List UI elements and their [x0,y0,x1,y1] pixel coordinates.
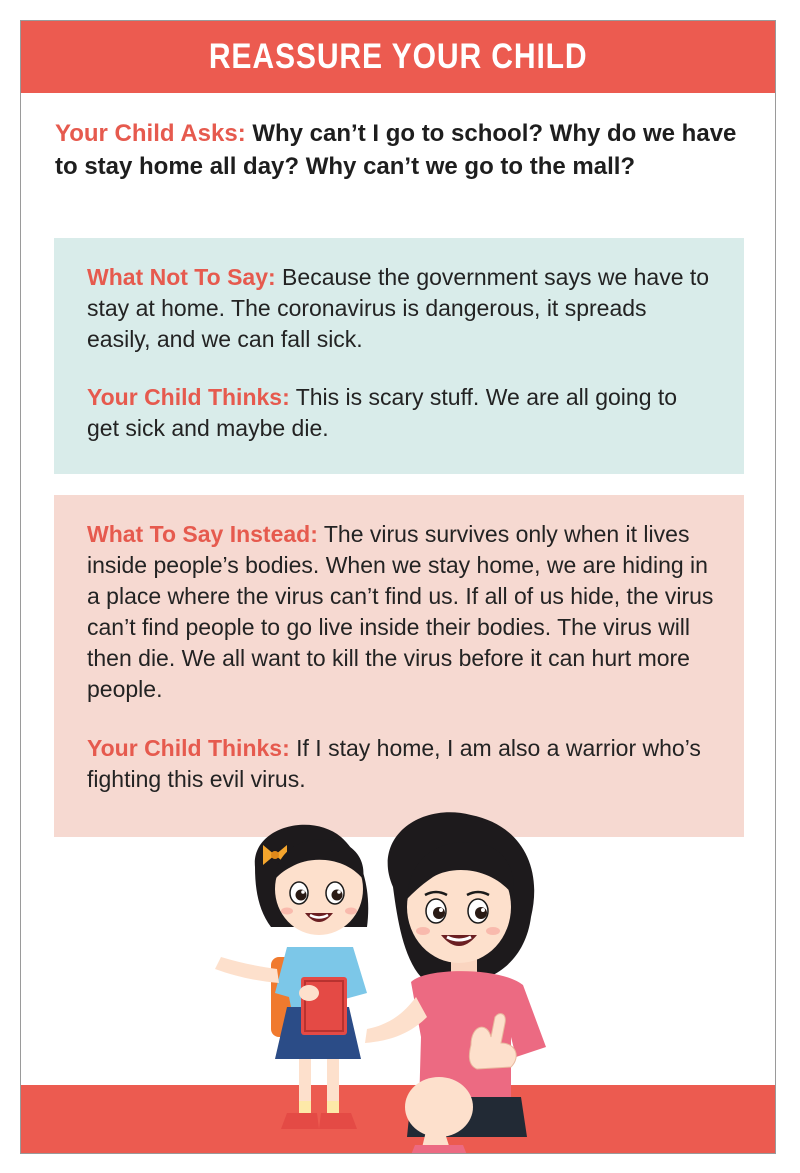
child-question [55,117,755,183]
info-card [20,20,776,1154]
child-thinks-label: Your Child Thinks: [87,384,290,410]
what-to-say-instead-label: What To Say Instead: [87,521,318,547]
what-to-say-instead-panel [54,495,744,837]
question-text: Why can’t I go to school? Why do we have to stay home all day? Why can’t we go to the mall? [55,120,737,180]
header-banner [21,21,775,93]
what-not-to-say [87,262,714,355]
child-thinks-warrior-label: Your Child Thinks: [87,735,290,761]
what-to-say-instead [87,519,714,705]
child-thinks-text: This is scary stuff. We are all going to get sick and maybe die. [87,384,678,441]
banner-title: REASSURE YOUR CHILD [208,37,588,76]
child-thinks-scared [87,382,714,444]
question-label: Your Child Asks: [55,120,246,147]
what-to-say-instead-text: The virus survives only when it lives inside people’s bodies. When we stay home, we are hiding in a place where the virus can’t find us. If all of us hide, the virus can’t find people to go live inside their bodies. The virus will then die. We all want to kill the virus before it can hurt more people. [87,521,714,702]
what-not-to-say-label: What Not To Say: [87,264,276,290]
what-not-to-say-text: Because the government says we have to stay at home. The coronavirus is dangerous, it spreads easily, and we can fall sick. [87,264,710,352]
mother-figure [365,812,546,1154]
child-figure [215,825,368,1129]
child-thinks-warrior [87,733,714,795]
mother-and-child-illustration [171,807,591,1154]
what-not-to-say-panel [54,238,744,474]
child-thinks-warrior-text: If I stay home, I am also a warrior who’s fighting this evil virus. [87,735,701,792]
